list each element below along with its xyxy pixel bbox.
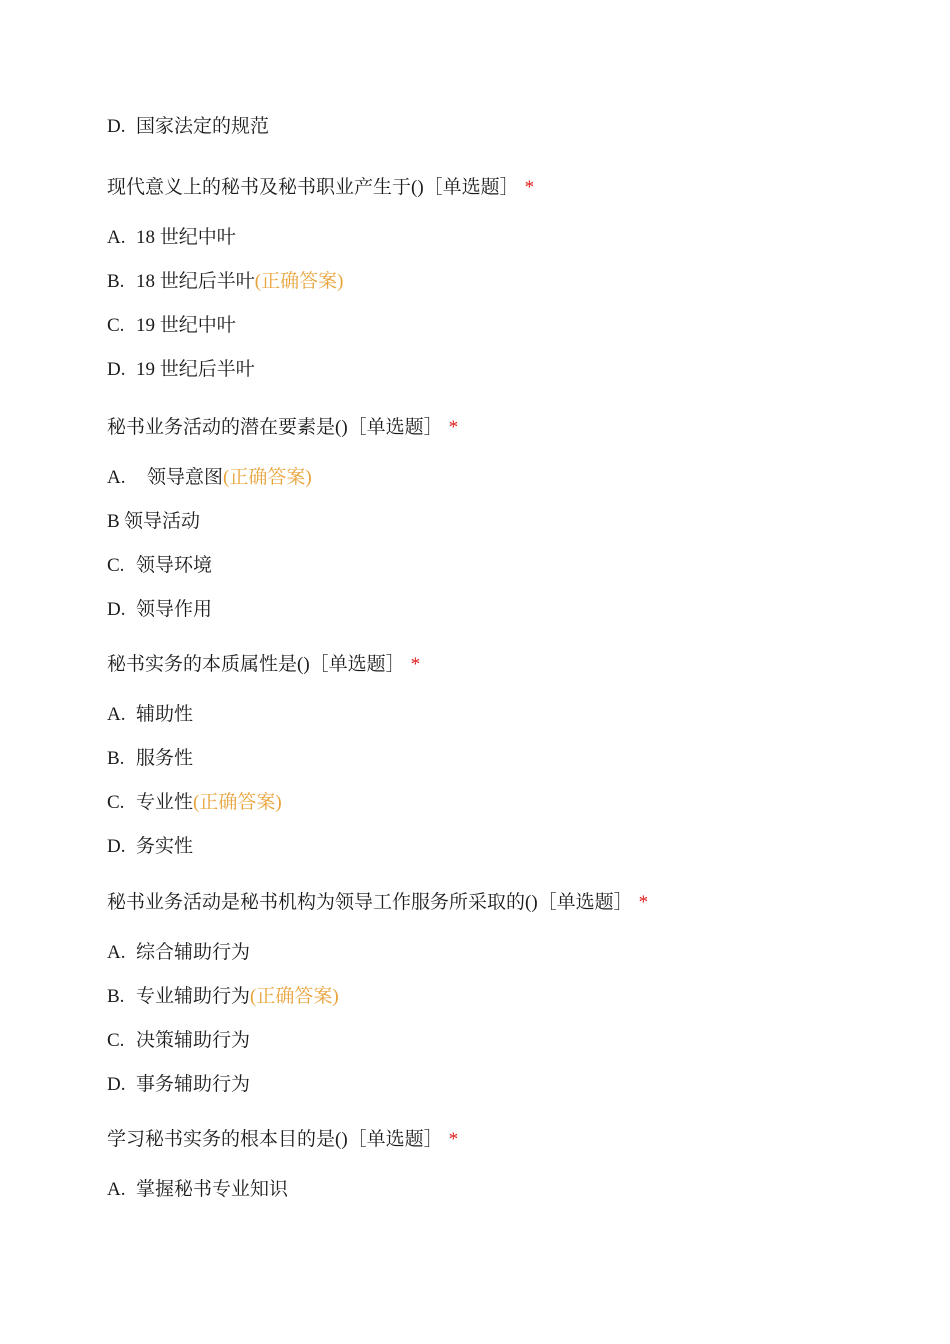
question-type: ［单选题］ (347, 1129, 443, 1150)
option-letter: D. (107, 1074, 126, 1095)
option-letter: A. (107, 942, 126, 963)
question-type: ［单选题］ (347, 417, 443, 438)
option-item (107, 270, 343, 294)
option-text: 领导活动 (124, 511, 201, 532)
required-mark: * (524, 177, 535, 198)
option-item (107, 510, 200, 534)
option-text: 综合辅助行为 (136, 942, 251, 963)
option-text: 领导作用 (136, 599, 213, 620)
required-mark: * (638, 892, 649, 913)
required-mark: * (448, 417, 459, 438)
question-type: ［单选题］ (537, 892, 633, 913)
question-title (107, 176, 534, 200)
option-letter: B. (107, 986, 125, 1007)
option-letter: D. (107, 359, 126, 380)
question-title (107, 891, 648, 915)
required-mark: * (448, 1129, 459, 1150)
option-item (107, 1029, 250, 1053)
option-letter: D. (107, 116, 126, 137)
option-item (107, 226, 236, 250)
option-letter: A. (107, 1179, 126, 1200)
option-item (107, 941, 250, 965)
option-text: 辅助性 (136, 704, 194, 725)
option-text: 国家法定的规范 (136, 116, 270, 137)
option-item (107, 554, 212, 578)
option-text: 务实性 (136, 836, 194, 857)
option-text: 专业辅助行为 (136, 986, 251, 1007)
option-item (107, 747, 193, 771)
option-letter: C. (107, 1030, 125, 1051)
option-text: 18 世纪中叶 (136, 227, 236, 248)
option-text: 专业性 (136, 792, 194, 813)
option-letter: A. (107, 227, 126, 248)
option-item (107, 1178, 288, 1202)
option-letter: C. (107, 555, 125, 576)
option-text: 决策辅助行为 (136, 1030, 251, 1051)
option-item (107, 466, 312, 490)
option-item (107, 985, 339, 1009)
option-letter: D. (107, 599, 126, 620)
option-letter: B. (107, 271, 125, 292)
question-text: 秘书实务的本质属性是() (107, 654, 310, 675)
option-text: 18 世纪后半叶 (136, 271, 255, 292)
required-mark: * (410, 654, 421, 675)
option-text: 领导环境 (136, 555, 213, 576)
option-item (107, 1073, 250, 1097)
option-item (107, 314, 236, 338)
option-item (107, 703, 193, 727)
question-text: 秘书业务活动的潜在要素是() (107, 417, 348, 438)
option-text: 19 世纪后半叶 (136, 359, 255, 380)
question-type: ［单选题］ (309, 654, 405, 675)
option-text: 19 世纪中叶 (136, 315, 236, 336)
question-title (107, 1128, 458, 1152)
option-letter: C. (107, 315, 125, 336)
correct-answer-tag: (正确答案) (223, 467, 312, 488)
option-letter: C. (107, 792, 125, 813)
option-letter: D. (107, 836, 126, 857)
question-title (107, 653, 420, 677)
question-title (107, 416, 458, 440)
option-text: 事务辅助行为 (136, 1074, 251, 1095)
option-letter: B (107, 511, 120, 532)
question-text: 学习秘书实务的根本目的是() (107, 1129, 348, 1150)
option-item (107, 835, 193, 859)
option-item (107, 598, 212, 622)
option-item (107, 358, 255, 382)
question-type: ［单选题］ (423, 177, 519, 198)
question-text: 现代意义上的秘书及秘书职业产生于() (107, 177, 424, 198)
option-text: 服务性 (136, 748, 194, 769)
correct-answer-tag: (正确答案) (250, 986, 339, 1007)
option-text: 掌握秘书专业知识 (136, 1179, 289, 1200)
option-item (107, 791, 282, 815)
option-letter: A. (107, 704, 126, 725)
option-item (107, 115, 269, 139)
correct-answer-tag: (正确答案) (254, 271, 344, 292)
option-text: 领导意图 (147, 467, 224, 488)
correct-answer-tag: (正确答案) (193, 792, 282, 813)
option-letter: A. (107, 467, 126, 488)
option-letter: B. (107, 748, 125, 769)
question-text: 秘书业务活动是秘书机构为领导工作服务所采取的() (107, 892, 538, 913)
